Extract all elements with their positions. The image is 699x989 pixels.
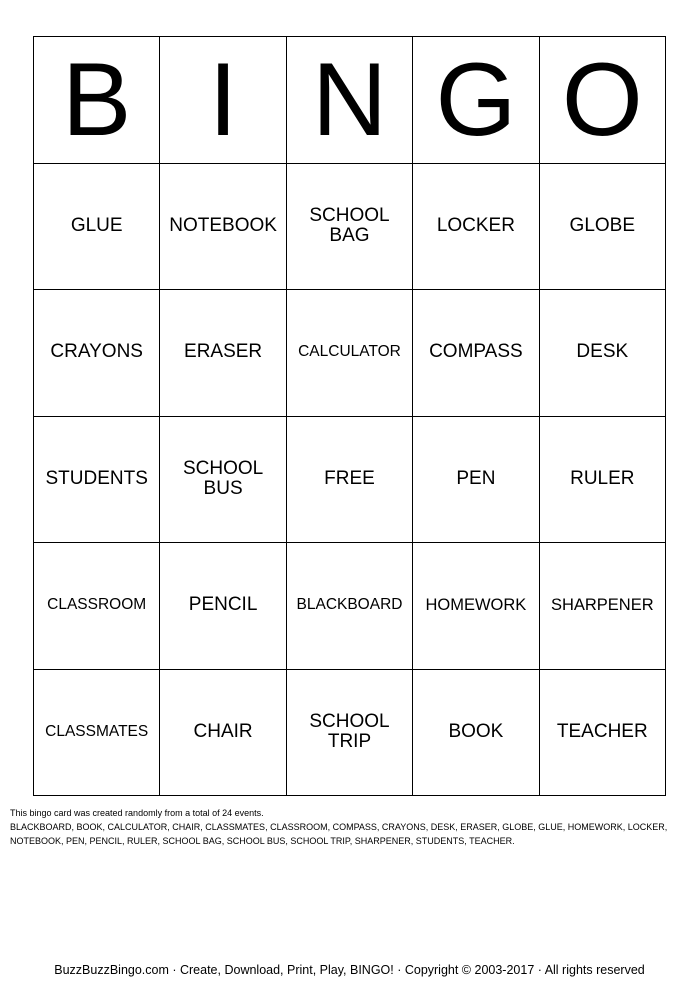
bingo-square: SCHOOL BAG xyxy=(287,164,413,291)
bingo-square: RULER xyxy=(540,417,666,544)
bingo-square: CLASSROOM xyxy=(34,543,160,670)
bingo-square: COMPASS xyxy=(413,290,539,417)
bingo-square: SHARPENER xyxy=(540,543,666,670)
bingo-square: PENCIL xyxy=(160,543,286,670)
header-letter-g: G xyxy=(413,37,539,164)
bingo-square: GLOBE xyxy=(540,164,666,291)
header-letter-o: O xyxy=(540,37,666,164)
bingo-square: CHAIR xyxy=(160,670,286,797)
bingo-square: TEACHER xyxy=(540,670,666,797)
bingo-square: BLACKBOARD xyxy=(287,543,413,670)
event-list: BLACKBOARD, BOOK, CALCULATOR, CHAIR, CLASSMATES, CLASSROOM, COMPASS, CRAYONS, DESK, ERASER, GLOBE, GLUE, HOMEWORK, LOCKER, NOTEBOOK, PEN, PENCIL, RULER, SCHOOL BAG, SCHOOL BUS, SCHOOL TRIP, SHARPENER, STUDENTS, TEACHER. xyxy=(10,822,668,846)
header-letter-b: B xyxy=(34,37,160,164)
bingo-square: BOOK xyxy=(413,670,539,797)
page-footer: BuzzBuzzBingo.com · Create, Download, Print, Play, BINGO! · Copyright © 2003-2017 · All rights reserved xyxy=(54,963,645,977)
bingo-card xyxy=(33,36,666,796)
card-creation-note: This bingo card was created randomly from a total of 24 events. xyxy=(10,808,264,818)
bingo-square: LOCKER xyxy=(413,164,539,291)
bingo-square: HOMEWORK xyxy=(413,543,539,670)
bingo-square: NOTEBOOK xyxy=(160,164,286,291)
bingo-square: SCHOOL BUS xyxy=(160,417,286,544)
bingo-square: CLASSMATES xyxy=(34,670,160,797)
bingo-square: DESK xyxy=(540,290,666,417)
bingo-square: STUDENTS xyxy=(34,417,160,544)
bingo-square: ERASER xyxy=(160,290,286,417)
bingo-square: GLUE xyxy=(34,164,160,291)
free-square: FREE xyxy=(287,417,413,544)
bingo-square: CALCULATOR xyxy=(287,290,413,417)
header-letter-i: I xyxy=(160,37,286,164)
bingo-square: PEN xyxy=(413,417,539,544)
header-letter-n: N xyxy=(287,37,413,164)
card-info-note xyxy=(10,806,690,848)
bingo-square: CRAYONS xyxy=(34,290,160,417)
bingo-square: SCHOOL TRIP xyxy=(287,670,413,797)
